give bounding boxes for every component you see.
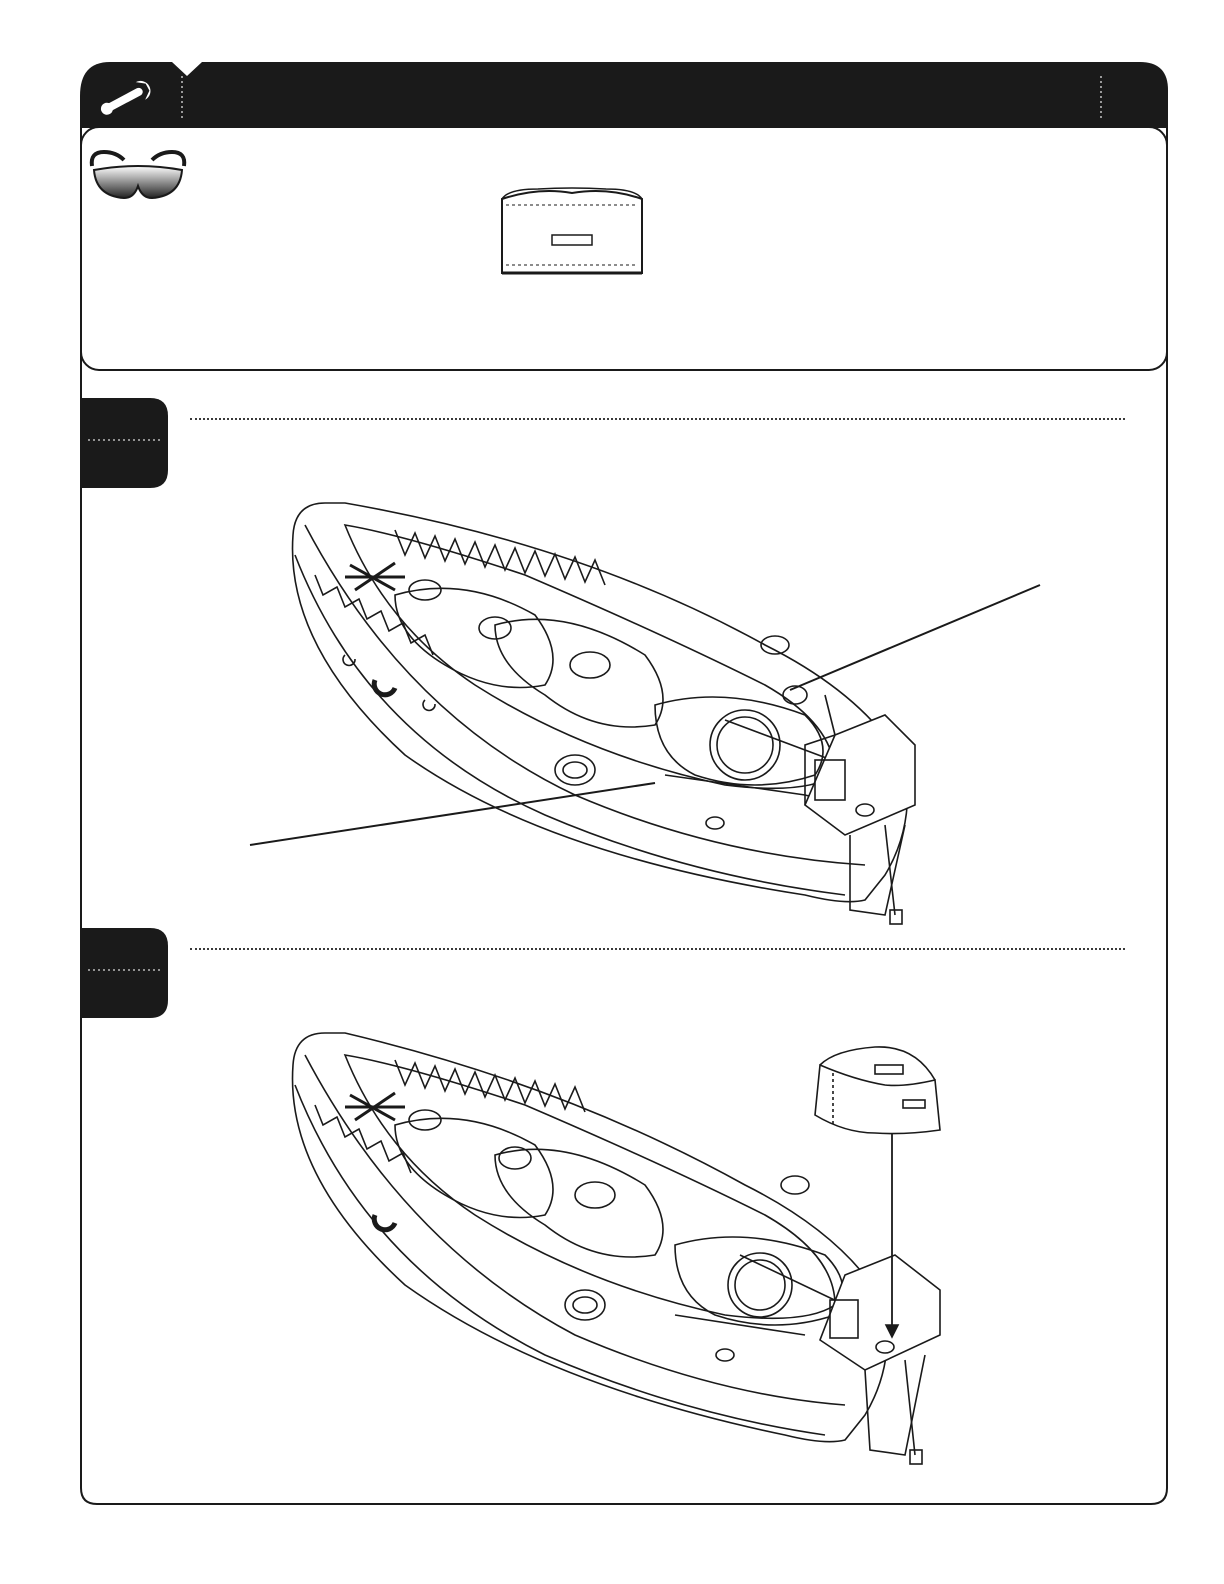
seat-bag-icon: [498, 185, 646, 277]
safety-glasses-icon: [88, 146, 188, 206]
wrench-icon: [94, 74, 164, 120]
kayak-illustration: [245, 495, 1045, 940]
header-bar: [80, 62, 1168, 128]
step-1-divider: [190, 418, 1125, 422]
step-2-divider: [190, 948, 1125, 952]
header-notch: [172, 62, 202, 76]
kayak-with-bag-illustration: [285, 1025, 955, 1475]
step-1-tab: [80, 398, 168, 488]
step-2-tab: [80, 928, 168, 1018]
